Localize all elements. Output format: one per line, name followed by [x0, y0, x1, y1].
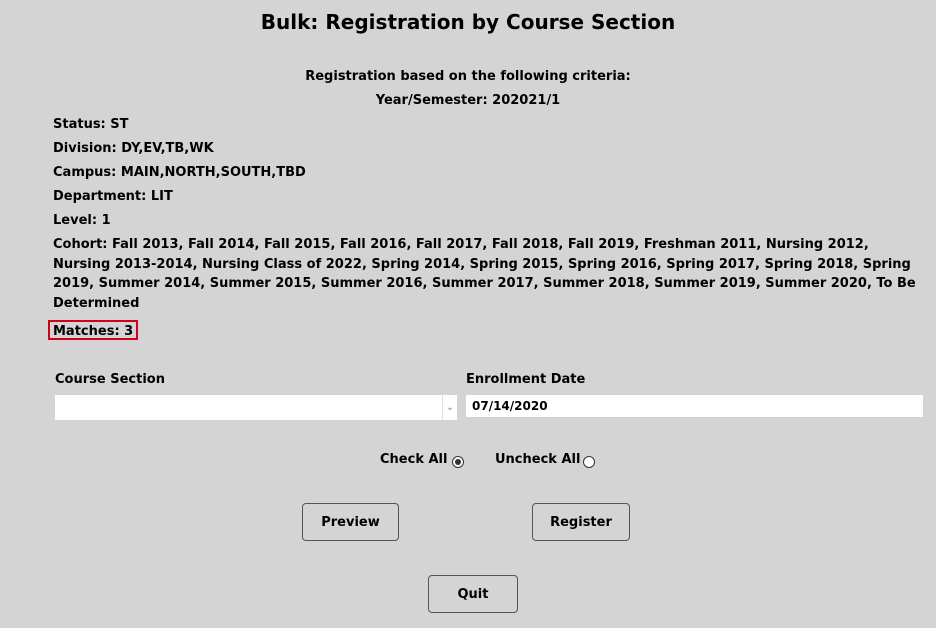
criteria-level: Level: 1 — [53, 213, 111, 228]
page-title: Bulk: Registration by Course Section — [260, 10, 676, 34]
criteria-cohort: Cohort: Fall 2013, Fall 2014, Fall 2015, Fall 2016, Fall 2017, Fall 2018, Fall 2019, Freshman 2011, Nursing 2012, Nursing 2013-2014, Nursing Class of 2022, Spring 2014, Spring 2015, Spring 2016, Spring 2017, Spring 2018, Spring 2019, Summer 2014, Summer 2015, Summer 2016, Summer 2017, Summer 2018, Summer 2019, Summer 2020, To Be Determined — [53, 237, 916, 311]
criteria-division: Division: DY,EV,TB,WK — [53, 141, 214, 156]
criteria-campus: Campus: MAIN,NORTH,SOUTH,TBD — [53, 165, 306, 180]
course-section-select[interactable] — [55, 395, 457, 420]
quit-button[interactable]: Quit — [428, 575, 518, 613]
criteria-status: Status: ST — [53, 117, 129, 132]
uncheck-all-radio[interactable] — [583, 456, 595, 468]
radio-selected-dot-icon — [455, 459, 461, 465]
enrollment-date-label: Enrollment Date — [466, 372, 586, 387]
matches-count: Matches: 3 — [48, 320, 138, 340]
course-section-label: Course Section — [55, 372, 165, 387]
criteria-department: Department: LIT — [53, 189, 173, 204]
preview-button[interactable]: Preview — [302, 503, 399, 541]
check-all-radio[interactable] — [452, 456, 464, 468]
check-all-label[interactable]: Check All — [380, 452, 448, 467]
year-semester: Year/Semester: 202021/1 — [375, 93, 561, 108]
enrollment-date-input[interactable] — [466, 395, 923, 417]
register-button[interactable]: Register — [532, 503, 630, 541]
uncheck-all-label[interactable]: Uncheck All — [495, 452, 581, 467]
criteria-heading: Registration based on the following criteria: — [305, 69, 631, 84]
chevron-down-icon[interactable]: ⌄ — [442, 395, 457, 420]
